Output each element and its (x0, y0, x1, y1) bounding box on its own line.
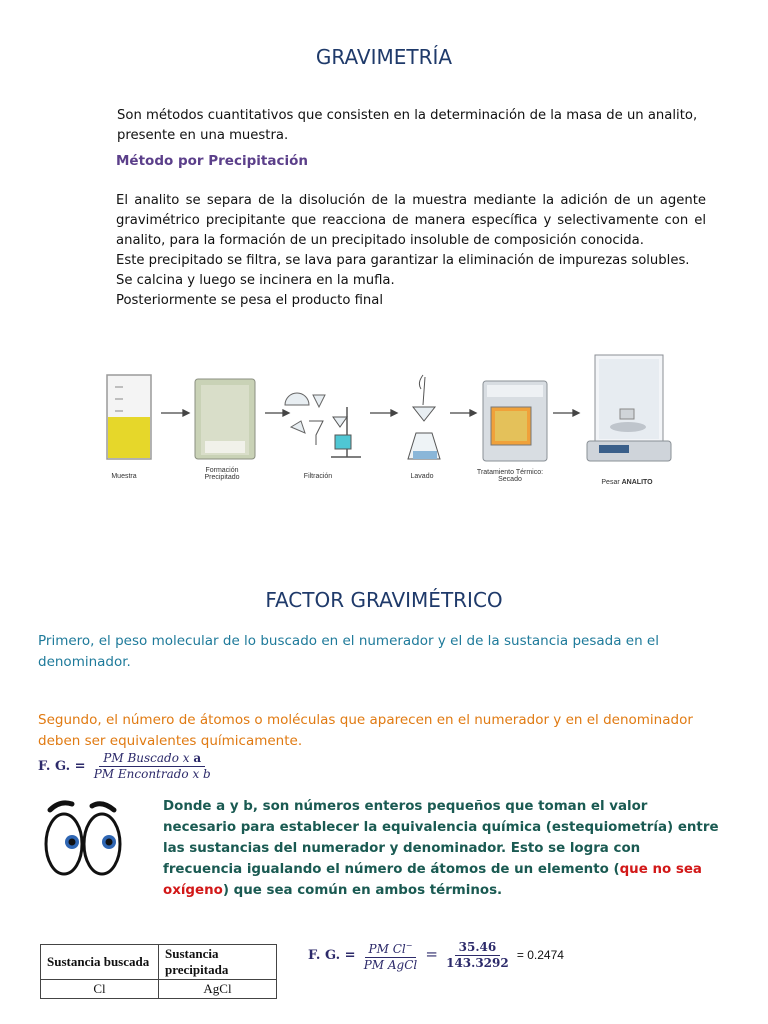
precipitate-beaker-icon (195, 379, 255, 459)
step-label-pesar: Pesar ANALITO (601, 479, 653, 486)
example-formula: F. G. = $\frac{PM Cl^-}{\text{PM AgCl}}$ = $\frac{35.46}{143.3292}$ = 0.2474 (308, 940, 564, 972)
step-label-lavado: Lavado (410, 473, 434, 480)
first-rule: Primero, el peso molecular de lo buscado en el numerador y el de la sustancia pesada en el denominador. (38, 633, 659, 670)
table-header-precipitada: Sustancia precipitada (159, 945, 277, 980)
analytical-balance-icon (587, 355, 671, 461)
page-title: GRAVIMETRÍA (315, 45, 453, 69)
method-line-weigh: Posteriormente se pesa el producto final (116, 293, 384, 308)
intro-text: Son métodos cuantitativos que consisten en la determinación de la masa de un analito, presente en una muestra. (117, 108, 698, 143)
second-rule: Segundo, el número de átomos o moléculas que aparecen en el numerador y en el denominador deben ser equivalentes químicamente. (38, 712, 693, 749)
filtration-icon (285, 393, 361, 457)
eyes-icon (42, 796, 124, 882)
step-label-secado: Tratamiento Térmico: Secado (476, 469, 544, 483)
washing-icon (408, 375, 440, 459)
factor-title: FACTOR GRAVIMÉTRICO (265, 588, 503, 612)
table-header-buscada: Sustancia buscada (41, 945, 159, 980)
method-line-filter: Este precipitado se filtra, se lava para garantizar la eliminación de impurezas solubles. (116, 253, 690, 268)
method-heading: Método por Precipitación (116, 153, 308, 169)
step-label-filtracion: Filtración (303, 473, 333, 480)
step-label-muestra: Muestra (111, 473, 137, 480)
gravimetric-formula: F. G. = $\frac{\text{PM Buscado x a}}{\text{PM Encontrado x b}}$ (38, 751, 211, 781)
drying-oven-icon (483, 381, 547, 461)
process-diagram-illustration (95, 345, 680, 495)
beaker-icon (107, 375, 151, 459)
substance-table (40, 944, 277, 999)
method-paragraph: El analito se separa de la disolución de la muestra mediante la adición de un agente gravimétrico precipitante que reacciona de manera específica y selectivamente con el analito, para la formación de un precipitado insoluble de composición conocida. (116, 193, 706, 248)
step-label-formacion: Formación Precipitado (204, 467, 240, 481)
note-highlight: que no sea oxígeno (163, 862, 702, 898)
table-cell-buscada: Cl (41, 980, 159, 999)
equivalence-note: Donde a y b, son números enteros pequeños que toman el valor necesario para establecer la equivalencia química (estequiometría) entre las sustancias del numerador y denominador. Esto se logra con frecuencia igualando el número de átomos de un elemento (que no sea oxígeno) que sea común en ambos términos. (163, 799, 719, 898)
process-diagram (95, 345, 680, 495)
method-line-calcine: Se calcina y luego se incinera en la mufla. (116, 273, 395, 288)
table-cell-precipitada: AgCl (159, 980, 277, 999)
